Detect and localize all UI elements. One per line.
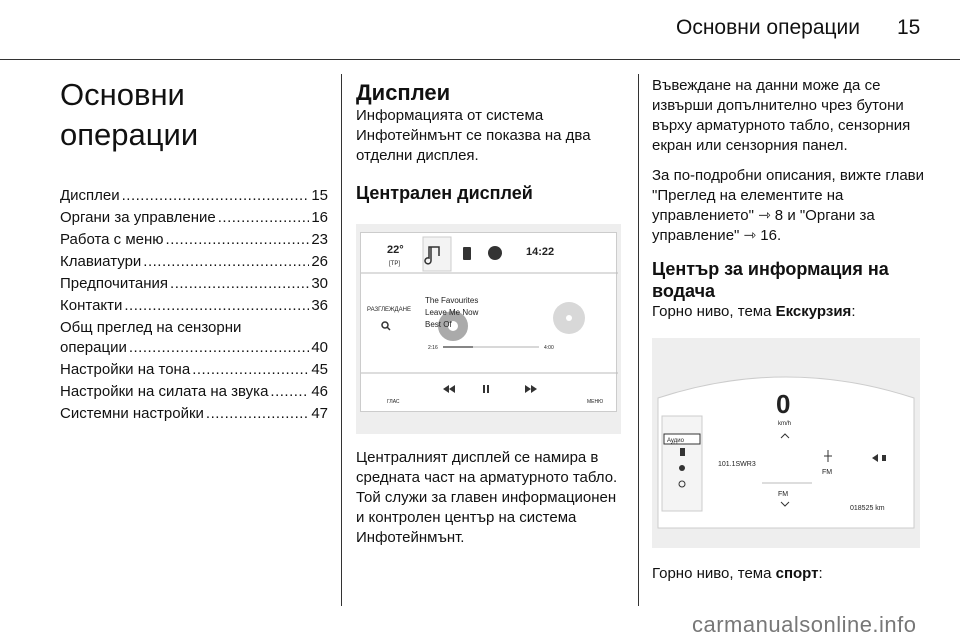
page-header-title: Основни операции	[676, 16, 861, 39]
cluster-graphic	[652, 338, 920, 548]
phone-icon	[680, 448, 685, 456]
phone-icon	[463, 247, 471, 260]
watermark: carmanualsonline.info	[692, 612, 917, 637]
section-intro: Информацията от система Инфотейнмънт се показва на два отделни дисплея.	[356, 107, 591, 164]
toc-item-keyboards[interactable]: Клавиатури ..... 26	[60, 252, 328, 272]
toc-item-touch-overview[interactable]: Общ преглед на сензорни операции ..... 40	[60, 318, 328, 358]
chapter-title: Основни операции	[60, 77, 199, 152]
toc-list	[60, 186, 328, 424]
screen-tp: [TP]	[389, 261, 401, 267]
touring-theme-text: Горно ниво, тема Екскурзия:	[652, 303, 856, 320]
info-icon	[488, 246, 502, 260]
cluster-audio-label: Аудио	[667, 438, 684, 444]
driver-info-heading: Център за информация на водача	[652, 259, 889, 301]
page-number: 15	[897, 16, 921, 39]
screen-temp: 22°	[387, 244, 404, 256]
cluster-station: 101.1SWR3	[718, 461, 756, 468]
toc-item-system-settings[interactable]: Системни настройки ..... 47	[60, 404, 328, 424]
driver-info-illustration	[652, 338, 920, 548]
toc-item-controls[interactable]: Органи за управление ..... 16	[60, 208, 328, 228]
screen-graphic	[361, 233, 618, 413]
infotainment-screen	[360, 232, 617, 412]
screen-browse-label: РАЗГЛЕЖДАНЕ	[367, 307, 411, 313]
section-title: Дисплеи	[356, 80, 451, 105]
pause-icon	[483, 385, 485, 393]
cluster-speed: 0	[776, 389, 791, 419]
toc-item-volume-settings[interactable]: Настройки на силата на звука ..... 46	[60, 382, 328, 402]
driver-info-column	[652, 76, 924, 584]
central-display-heading: Централен дисплей	[356, 183, 533, 203]
cluster-band-2: FM	[778, 491, 789, 498]
total-time: 4:00	[544, 345, 554, 351]
chapter-toc-column	[60, 75, 328, 426]
cluster-odometer: 018525 km	[850, 505, 885, 512]
sport-theme-text: Горно ниво, тема спорт:	[652, 565, 823, 582]
prev-icon	[443, 385, 455, 393]
reference-text: За по-подробни описания, вижте глави "Преглед на елементите на управлението" ⇾ 8 и "Органи за управление" ⇾ 16.	[652, 167, 925, 244]
tab-audio-icon	[423, 237, 451, 271]
next-icon	[525, 385, 537, 393]
nav-icon	[679, 465, 685, 471]
central-display-illustration	[356, 224, 621, 434]
track-line-2: Leave Me Now	[425, 308, 479, 317]
toc-item-favourites[interactable]: Предпочитания ..... 30	[60, 274, 328, 294]
voice-label: ГЛАС	[387, 399, 400, 405]
track-line-1: The Favourites	[425, 296, 479, 305]
track-line-3: Best Of	[425, 320, 452, 329]
elapsed-time: 2:16	[428, 345, 438, 351]
toc-item-tone-settings[interactable]: Настройки на тона ..... 45	[60, 360, 328, 380]
toc-item-displays[interactable]: Дисплеи ..... 15	[60, 186, 328, 206]
central-display-caption: Централният дисплей се намира в средната част на арматурното табло. Той служи за главен информационен и контролен център на система Инфотейнмънт.	[356, 449, 618, 546]
displays-column	[356, 80, 628, 548]
toc-item-menu-operation[interactable]: Работа с меню ..... 23	[60, 230, 328, 250]
menu-label: МЕНЮ	[587, 399, 604, 405]
cluster-side-menu	[662, 416, 702, 511]
column-divider-right	[638, 74, 639, 606]
column-divider-left	[341, 74, 342, 606]
header-rule	[0, 59, 960, 60]
input-methods-text: Въвеждане на данни може да се извърши допълнително чрез бутони върху арматурното табло, сензорния екран или сензорния панел.	[652, 77, 911, 154]
screen-time: 14:22	[526, 246, 555, 258]
cluster-band: FM	[822, 469, 833, 476]
cluster-unit: km/h	[778, 421, 792, 427]
toc-item-contacts[interactable]: Контакти ..... 36	[60, 296, 328, 316]
